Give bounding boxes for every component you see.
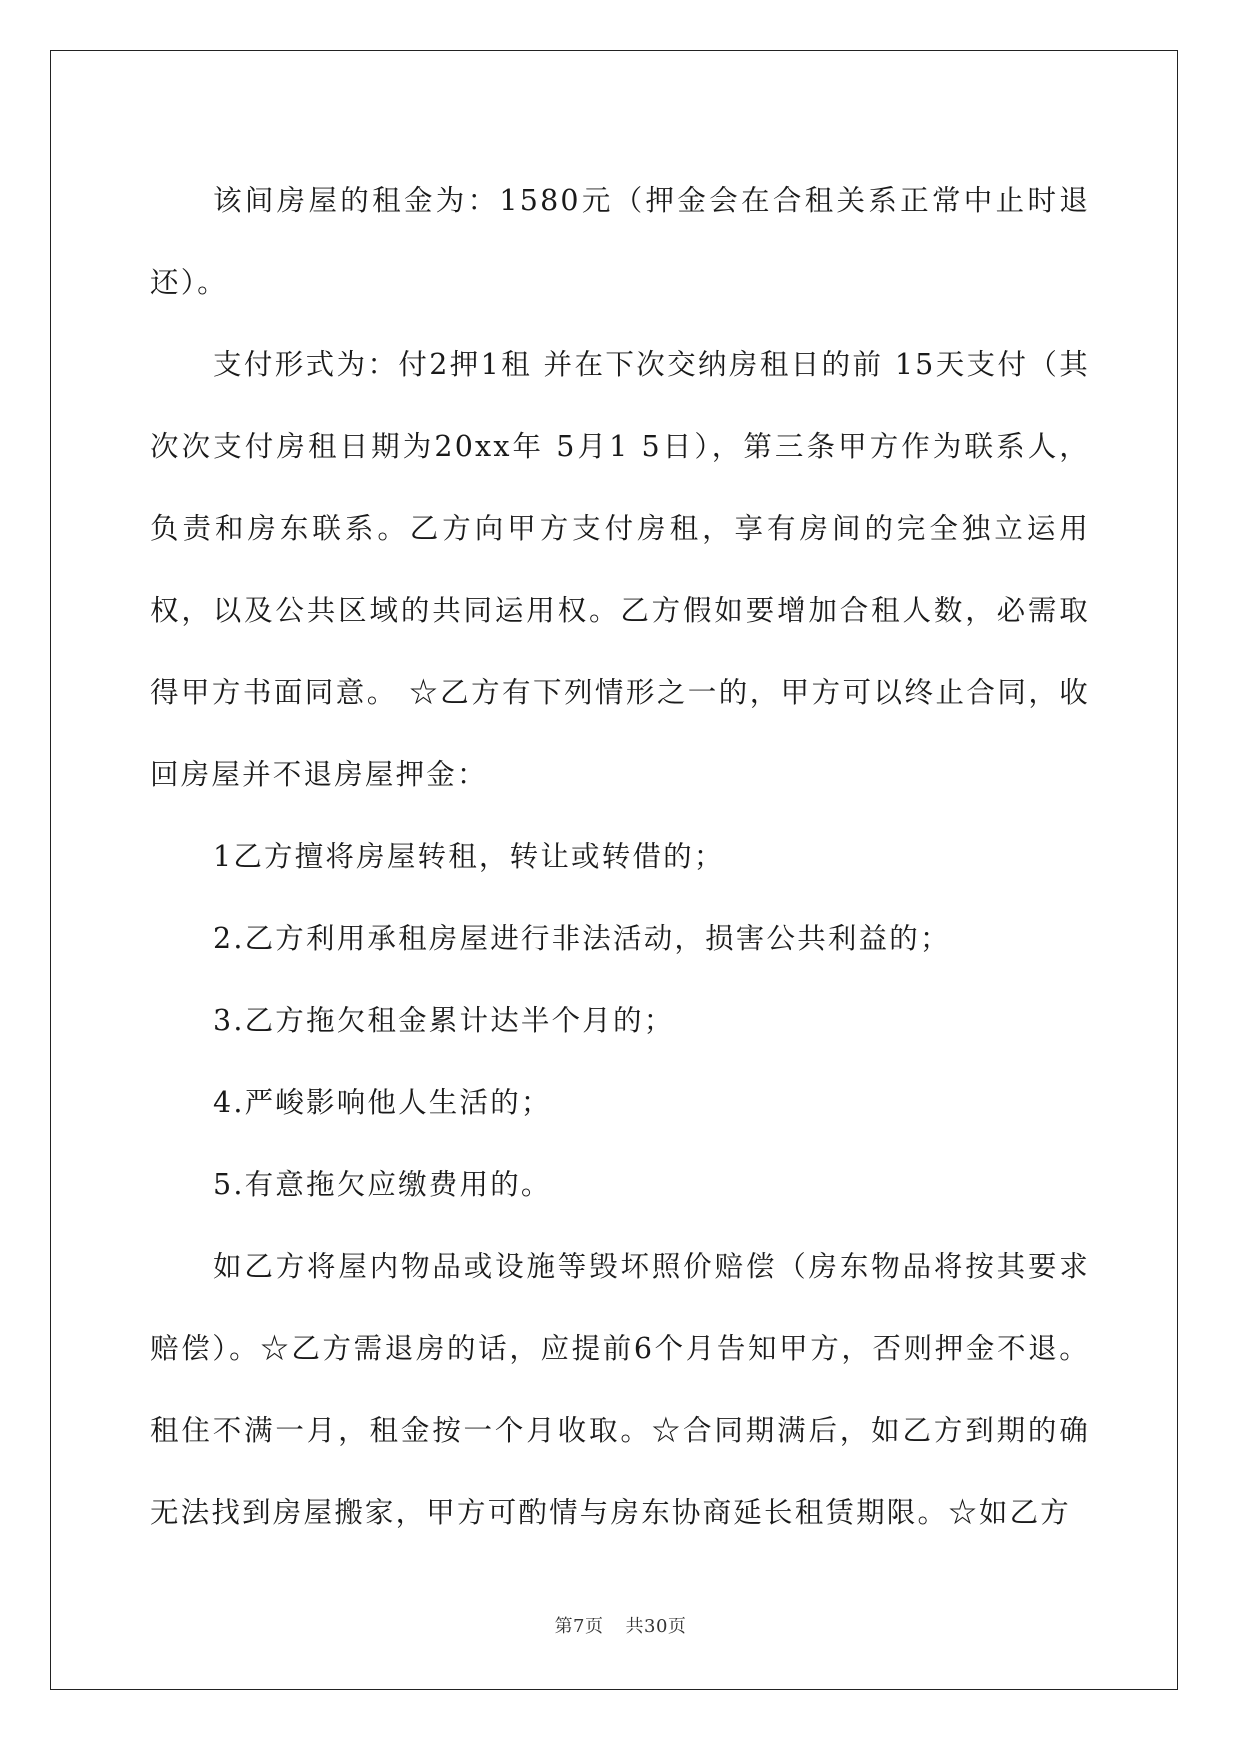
page-footer [0,1612,1241,1638]
list-item-illegal: 2.乙方利用承租房屋进行非法活动，损害公共利益的； [213,922,951,955]
paragraph-rent: 该间房屋的租金为：1580元（押金会在合租关系正常中止时退还）。 [150,184,1090,299]
list-item-arrears: 3.乙方拖欠租金累计达半个月的； [213,1004,675,1037]
page-total: 共30页 [625,1616,687,1637]
list-item-sublet: 1乙方擅将房屋转租，转让或转借的； [213,840,725,873]
list-item-fees: 5.有意拖欠应缴费用的。 [213,1168,552,1201]
paragraph-damage: 如乙方将屋内物品或设施等毁坏照价赔偿（房东物品将按其要求赔偿）。☆乙方需退房的话，应提前6个月告知甲方，否则押金不退。租住不满一月，租金按一个月收取。☆合同期满后，如乙方到期的确无法找到房屋搬家，甲方可酌情与房东协商延长租赁期限。☆如乙方 [150,1250,1090,1529]
paragraph-payment: 支付形式为：付2押1租 并在下次交纳房租日的前 15天支付（其次次支付房租日期为20xx年 5月1 5日），第三条甲方作为联系人，负责和房东联系。乙方向甲方支付房租，享有房间的完全独立运用权，以及公共区域的共同运用权。乙方假如要增加合租人数，必需取得甲方书面同意。 ☆乙方有下列情形之一的，甲方可以终止合同，收回房屋并不退房屋押金： [150,348,1090,791]
list-item-disturb: 4.严峻影响他人生活的； [213,1086,552,1119]
page-number: 第7页 [554,1616,604,1637]
document-body [150,160,1090,1554]
